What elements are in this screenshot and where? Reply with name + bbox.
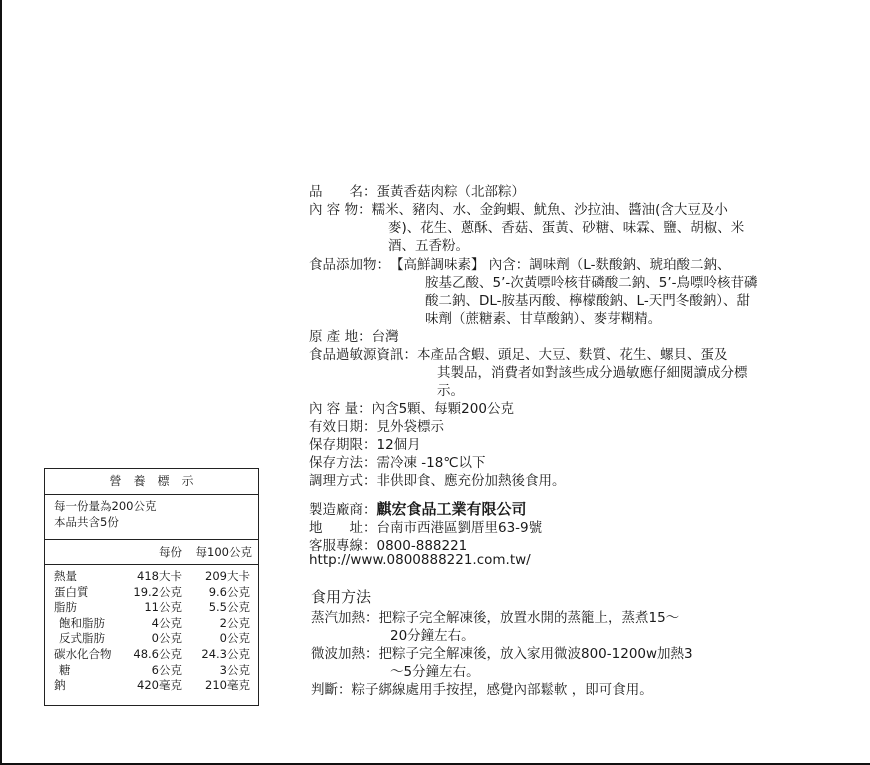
additives-text-1: 【高鮮調味素】 內含：調味劑（L-麩酸鈉、琥珀酸二鈉、 <box>390 257 731 273</box>
nutrient-name: 蛋白質 <box>54 584 89 599</box>
nutrient-per-serving: 4公克 <box>151 615 182 630</box>
microwave-line <box>311 642 693 662</box>
nutrient-per-100g: 210毫克 <box>205 678 250 693</box>
additives-text-4: 味劑（蔗糖素、甘草酸鈉）、麥芽糊精。 <box>425 311 662 327</box>
address-value: 台南市西港區劉厝里63-9號 <box>376 520 543 536</box>
nutrient-per-100g: 209大卡 <box>205 569 250 583</box>
table-row <box>45 647 258 663</box>
shelf-life-label: 保存期限： <box>309 437 377 453</box>
nutrition-title: 營 養 標 示 <box>45 469 258 495</box>
table-row <box>45 600 258 616</box>
website-link: http://www.0800888221.com.tw/ <box>309 552 531 568</box>
nutrient-per-100g: 5.5公克 <box>208 600 250 615</box>
ingredients-line <box>309 198 728 218</box>
table-row <box>45 678 258 694</box>
nutrition-column-header <box>45 540 258 565</box>
steam-text-2: 20分鐘左右。 <box>390 628 475 644</box>
nutrient-name: 飽和脂肪 <box>59 615 105 630</box>
storage-line <box>309 451 486 471</box>
steam-text-1: 把粽子完全解凍後，放置水開的蒸籠上，蒸煮15～ <box>378 610 680 626</box>
allergen-text-1: 本產品含蝦、頭足、大豆、麩質、花生、螺貝、蛋及 <box>417 347 728 363</box>
content-line <box>309 397 514 417</box>
steam-label: 蒸汽加熱： <box>311 610 379 626</box>
microwave-text-2: ～5分鐘左右。 <box>390 664 480 680</box>
origin-line <box>309 325 399 345</box>
product-name-line <box>309 180 525 200</box>
judge-value: 粽子綁線處用手按捏，感覺內部鬆軟 ，即可食用。 <box>351 682 653 698</box>
table-row <box>45 569 258 585</box>
judge-label: 判斷： <box>311 682 352 698</box>
serving-size: 每一份量為200公克 <box>54 499 157 513</box>
additives-text-3: 酸二鈉、DL-胺基丙酸、檸檬酸鈉、L-天門冬酸鈉）、甜 <box>425 293 750 309</box>
nutrient-name: 糖 <box>59 662 71 677</box>
nutrition-facts-table <box>44 468 259 706</box>
nutrient-name: 反式脂肪 <box>59 631 105 646</box>
nutrient-name: 鈉 <box>54 678 66 693</box>
hotline-value: 0800-888221 <box>376 538 468 554</box>
nutrient-per-serving: 420毫克 <box>137 678 182 693</box>
allergen-label: 食品過敏源資訊： <box>309 347 417 363</box>
content-label: 內 容 量： <box>309 401 372 417</box>
nutrient-per-serving: 11公克 <box>144 600 182 615</box>
maker-name: 麒宏食品工業有限公司 <box>376 500 527 518</box>
ingredients-text-2: 麥)、花生、蔥酥、香菇、蛋黃、砂糖、味霖、鹽、胡椒、米 <box>388 220 745 236</box>
nutrient-per-serving: 48.6公克 <box>133 646 182 661</box>
product-name-value: 蛋黃香菇肉粽（北部粽） <box>376 184 525 200</box>
table-row <box>45 616 258 632</box>
additives-label: 食品添加物： <box>309 257 390 273</box>
maker-label: 製造廠商： <box>309 502 377 518</box>
nutrient-per-serving: 6公克 <box>151 662 182 677</box>
expiry-label: 有效日期： <box>309 419 377 435</box>
address-label: 地 址： <box>309 520 377 536</box>
hotline-line <box>309 534 467 554</box>
nutrition-serving-info <box>45 495 258 540</box>
judge-line <box>311 678 653 698</box>
preparation-value: 非供即食、應充份加熱後食用。 <box>376 473 566 489</box>
preparation-line <box>309 469 566 489</box>
origin-label: 原 產 地： <box>309 329 372 345</box>
origin-value: 台灣 <box>371 329 399 345</box>
table-row <box>45 631 258 647</box>
address-line <box>309 516 542 536</box>
nutrient-name: 脂肪 <box>54 600 77 615</box>
storage-label: 保存方法： <box>309 455 377 471</box>
allergen-text-3: 示。 <box>437 383 464 399</box>
nutrient-per-serving: 0公克 <box>151 631 182 646</box>
nutrient-per-100g: 3公克 <box>219 662 250 677</box>
nutrient-per-100g: 9.6公克 <box>208 584 250 599</box>
additives-text-2: 胺基乙酸、5’-次黃嘌呤核苷磷酸二鈉、5’-鳥嘌呤核苷磷 <box>425 275 758 291</box>
hotline-label: 客服專線： <box>309 538 377 554</box>
nutrient-name: 熱量 <box>54 569 77 583</box>
shelf-life-line <box>309 433 421 453</box>
expiry-line <box>309 415 444 435</box>
ingredients-label: 內 容 物： <box>309 202 372 218</box>
nutrient-per-serving: 19.2公克 <box>133 584 182 599</box>
microwave-text-1: 把粽子完全解凍後，放入家用微波800-1200w加熱3 <box>378 646 693 662</box>
nutrient-per-serving: 418大卡 <box>137 569 182 583</box>
table-row <box>45 663 258 679</box>
steam-line <box>311 606 679 626</box>
product-name-label: 品 名： <box>309 184 377 200</box>
nutrient-per-100g: 2公克 <box>219 615 250 630</box>
microwave-label: 微波加熱： <box>311 646 379 662</box>
allergen-text-2: 其製品，消費者如對該些成分過敏應仔細閱讀成分標 <box>437 365 748 381</box>
left-border <box>0 0 2 765</box>
preparation-label: 調理方式： <box>309 473 377 489</box>
nutrition-rows <box>45 565 258 694</box>
nutrient-per-100g: 24.3公克 <box>201 646 250 661</box>
storage-value: 需冷凍 -18℃以下 <box>376 455 486 471</box>
nutrient-per-100g: 0公克 <box>219 631 250 646</box>
usage-title: 食用方法 <box>311 588 372 606</box>
additives-line <box>309 253 730 273</box>
expiry-value: 見外袋標示 <box>376 419 444 435</box>
shelf-life-value: 12個月 <box>376 437 421 453</box>
col-per-serving: 每份 <box>159 545 182 559</box>
col-per-100g: 每100公克 <box>195 545 252 559</box>
nutrient-name: 碳水化合物 <box>54 646 112 661</box>
table-row <box>45 585 258 601</box>
servings-count: 本品共含5份 <box>54 514 119 529</box>
content-value: 內含5顆、每顆200公克 <box>371 401 514 417</box>
ingredients-text-3: 酒、五香粉。 <box>388 238 469 254</box>
allergen-line <box>309 343 728 363</box>
ingredients-text-1: 糯米、豬肉、水、金鉤蝦、魷魚、沙拉油、醬油(含大豆及小 <box>371 202 728 218</box>
